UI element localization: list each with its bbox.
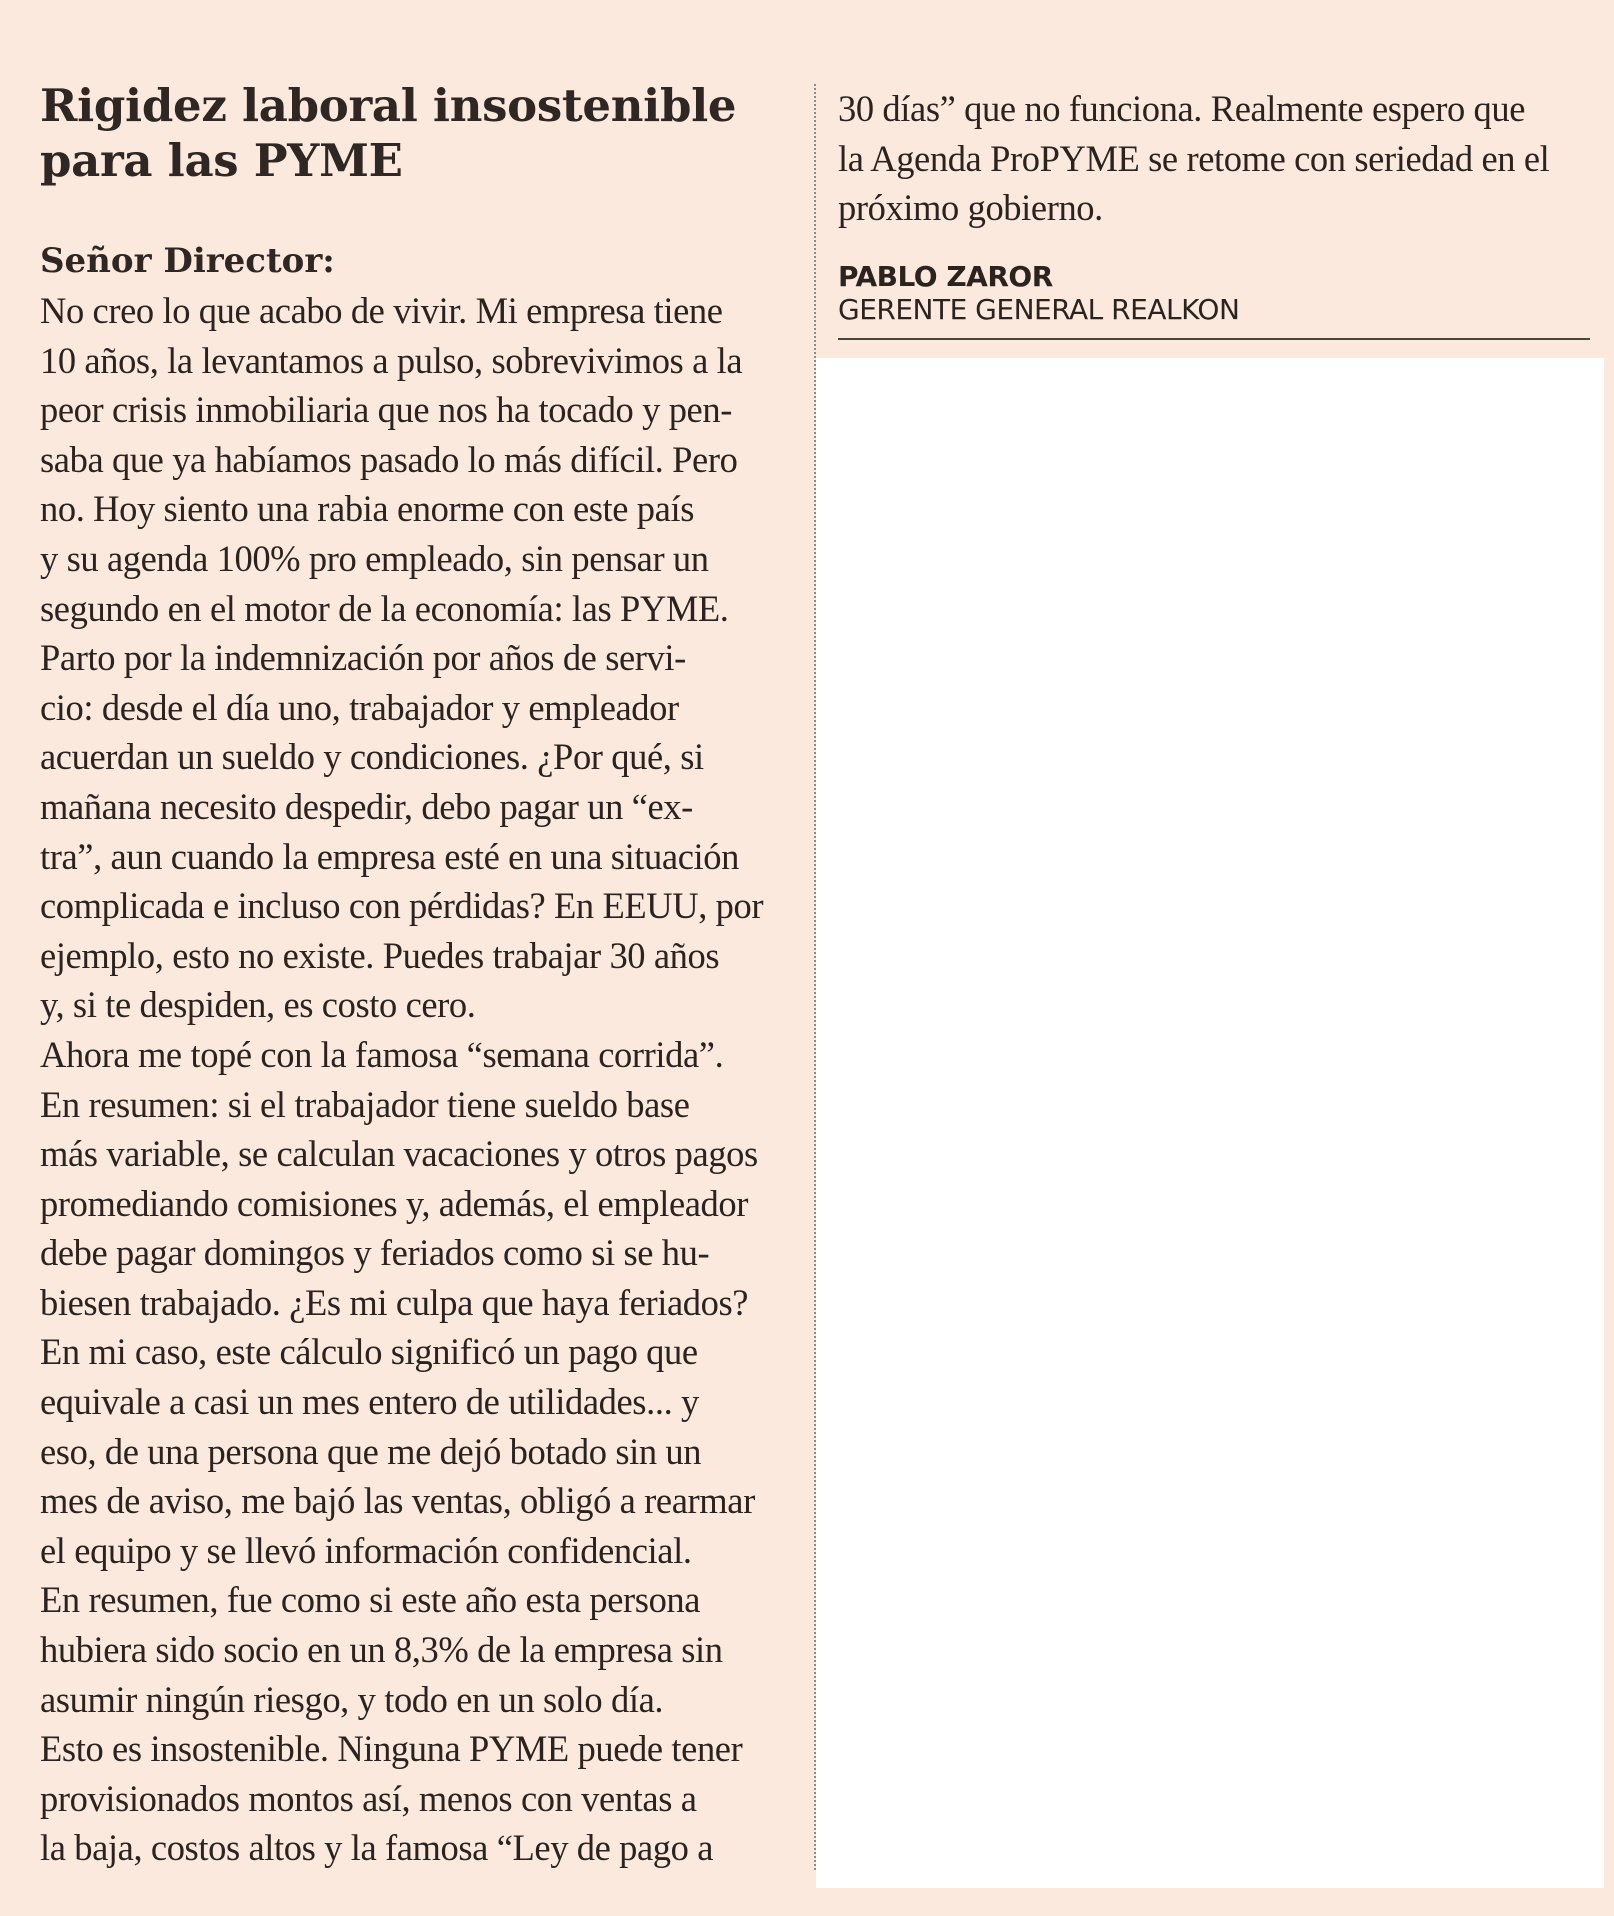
letter-headline xyxy=(40,78,802,188)
body-line: acuerdan un sueldo y condiciones. ¿Por qué, si xyxy=(40,736,704,778)
signature-title: GERENTE GENERAL REALKON xyxy=(838,292,1240,326)
body-line: biesen trabajado. ¿Es mi culpa que haya feriados? xyxy=(40,1281,749,1323)
body-line: complicada e incluso con pérdidas? En EEUU, por xyxy=(40,885,764,927)
body-line: el equipo y se llevó información confidencial. xyxy=(40,1529,692,1571)
body-line: No creo lo que acabo de vivir. Mi empresa tiene xyxy=(40,290,723,331)
blank-area xyxy=(816,358,1604,1888)
body-line: En resumen, fue como si este año esta persona xyxy=(40,1579,701,1621)
body-line: tra”, aun cuando la empresa esté en una situación xyxy=(40,835,739,877)
continued-line: la Agenda ProPYME se retome con seriedad en el xyxy=(838,137,1550,179)
letter-right-column xyxy=(838,84,1590,327)
body-line: asumir ningún riesgo, y todo en un solo día. xyxy=(40,1678,664,1720)
body-line: Ahora me topé con la famosa “semana corrida”. xyxy=(40,1033,724,1075)
signature-name: PABLO ZAROR xyxy=(838,259,1053,293)
body-line: mes de aviso, me bajó las ventas, obligó a rearmar xyxy=(40,1480,755,1522)
body-line: En resumen: si el trabajador tiene sueldo base xyxy=(40,1083,690,1125)
continued-line: 30 días” que no funciona. Realmente espero que xyxy=(838,88,1526,129)
letter-signature xyxy=(838,261,1590,327)
body-line: equivale a casi un mes entero de utilidades... y xyxy=(40,1381,699,1423)
letter-body xyxy=(40,286,802,1873)
body-line: hubiera sido socio en un 8,3% de la empresa sin xyxy=(40,1629,723,1671)
body-line: peor crisis inmobiliaria que nos ha tocado y pen- xyxy=(40,389,732,431)
signature-divider xyxy=(838,338,1590,340)
body-line: y su agenda 100% pro empleado, sin pensar un xyxy=(40,537,709,579)
body-line: cio: desde el día uno, trabajador y empleador xyxy=(40,686,679,728)
headline-line: para las PYME xyxy=(40,134,403,187)
headline-line: Rigidez laboral insostenible xyxy=(40,79,737,132)
body-line: segundo en el motor de la economía: las PYME. xyxy=(40,587,729,629)
letter-left-column xyxy=(40,78,802,1873)
body-line: En mi caso, este cálculo significó un pago que xyxy=(40,1331,698,1373)
body-line: Parto por la indemnización por años de servi- xyxy=(40,637,686,679)
body-line: 10 años, la levantamos a pulso, sobrevivimos a la xyxy=(40,339,743,381)
body-line: debe pagar domingos y feriados como si se hu- xyxy=(40,1232,710,1274)
body-line: y, si te despiden, es costo cero. xyxy=(40,984,476,1026)
continued-line: próximo gobierno. xyxy=(838,187,1103,229)
body-line: más variable, se calculan vacaciones y otros pagos xyxy=(40,1133,758,1175)
body-line: eso, de una persona que me dejó botado sin un xyxy=(40,1430,702,1472)
body-line: no. Hoy siento una rabia enorme con este país xyxy=(40,488,695,530)
body-line: Esto es insostenible. Ninguna PYME puede tener xyxy=(40,1728,743,1770)
body-line: provisionados montos así, menos con ventas a xyxy=(40,1777,697,1819)
body-line: la baja, costos altos y la famosa “Ley de pago a xyxy=(40,1827,714,1869)
letter-salutation: Señor Director: xyxy=(40,241,335,281)
body-line: ejemplo, esto no existe. Puedes trabajar 30 años xyxy=(40,934,720,976)
body-line: mañana necesito despedir, debo pagar un “ex- xyxy=(40,785,693,827)
body-line: saba que ya habíamos pasado lo más difícil. Pero xyxy=(40,438,738,480)
body-line: promediando comisiones y, además, el empleador xyxy=(40,1182,749,1224)
